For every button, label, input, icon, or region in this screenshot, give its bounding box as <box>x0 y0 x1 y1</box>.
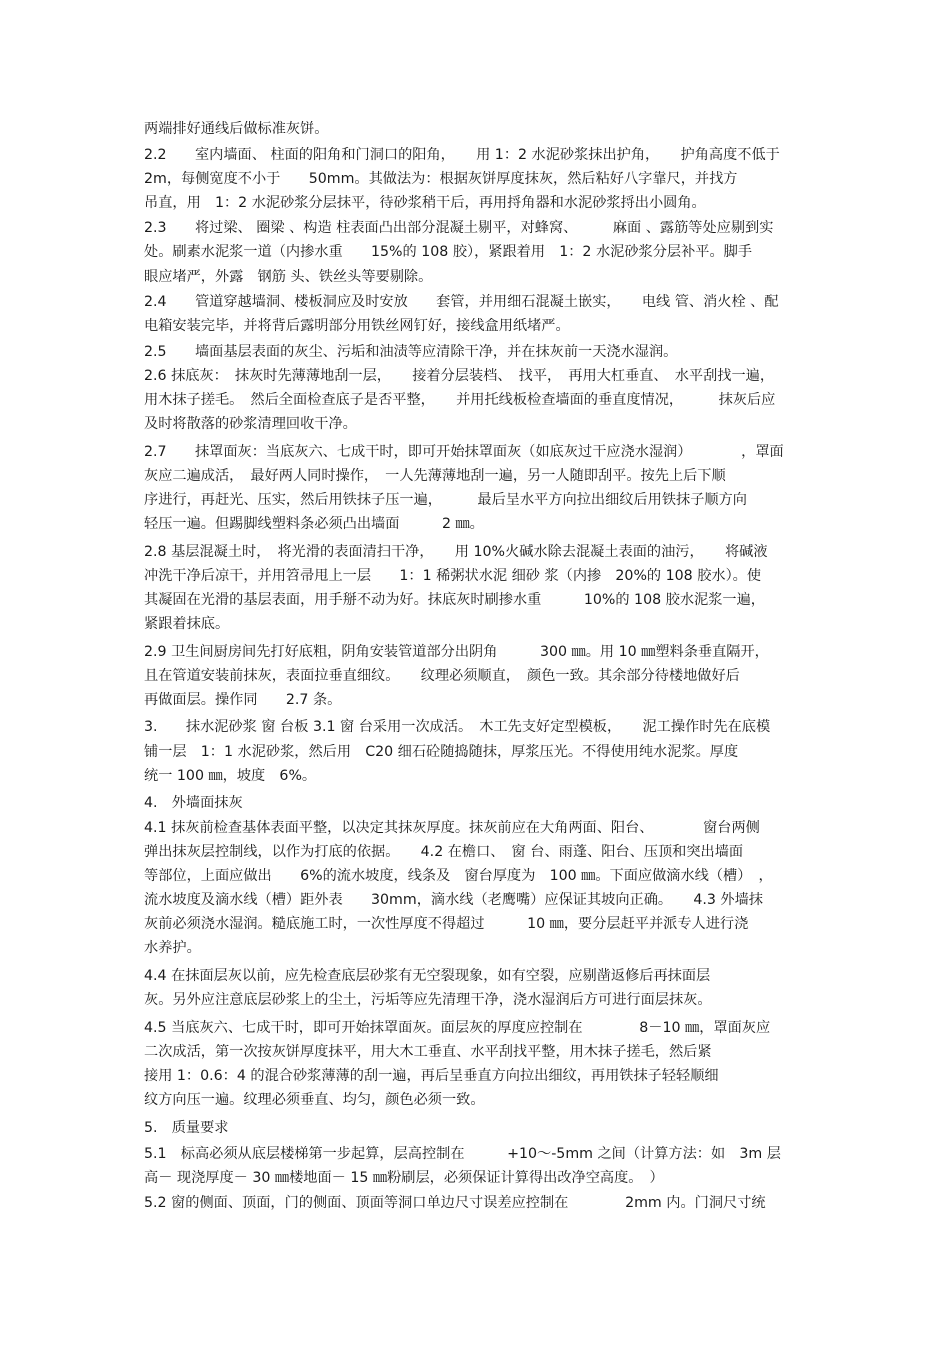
text-line: 2.4 管道穿越墙洞、楼板洞应及时安放 套管，并用细石混凝土嵌实， 电线 管、消火栓 、配 <box>144 294 779 310</box>
text-line: 4. 外墙面抹灰 <box>144 795 243 811</box>
text-line: 铺一层 1：1 水泥砂浆，然后用 C20 细石砼随捣随抹，厚浆压光。不得使用纯水泥浆。厚度 <box>144 744 739 760</box>
text-line: 2.2 室内墙面、 柱面的阳角和门洞口的阳角， 用 1：2 水泥砂浆抹出护角， 护角高度不低于 <box>144 147 780 163</box>
text-line: 2m，每侧宽度不小于 50mm。其做法为：根据灰饼厚度抹灰，然后粘好八字靠尺，并找方 <box>144 171 738 187</box>
text-line: 水养护。 <box>144 940 201 956</box>
text-line: 等部位，上面应做出 6%的流水坡度，线条及 窗台厚度为 100 ㎜。下面应做滴水线（槽） ， <box>144 868 773 884</box>
text-line: 接用 1：0.6：4 的混合砂浆薄薄的刮一遍，再后呈垂直方向拉出细纹，再用铁抹子轻轻顺细 <box>144 1068 719 1084</box>
text-line: 2.7 抹罩面灰：当底灰六、七成干时，即可开始抹罩面灰（如底灰过干应浇水湿润） ，罩面 <box>144 444 784 460</box>
text-line: 3. 抹水泥砂浆 窗 台板 3.1 窗 台采用一次成活。 木工先支好定型模板， 泥工操作时先在底模 <box>144 719 771 735</box>
text-line: 灰应二遍成活， 最好两人同时操作， 一人先薄薄地刮一遍，另一人随即刮平。按先上后下顺 <box>144 468 726 484</box>
text-line: 纹方向压一遍。纹理必须垂直、均匀，颜色必须一致。 <box>144 1092 485 1108</box>
text-line: 用木抹子搓毛。 然后全面检查底子是否平整， 并用托线板检查墙面的垂直度情况， 抹灰后应 <box>144 392 776 408</box>
text-line: 及时将散落的砂浆清理回收干净。 <box>144 416 357 432</box>
text-line: 2.8 基层混凝土时， 将光滑的表面清扫干净， 用 10%火碱水除去混凝土表面的油污， 将碱液 <box>144 544 768 560</box>
text-line: 2.5 墙面基层表面的灰尘、污垢和油渍等应清除干净，并在抹灰前一天浇水湿润。 <box>144 344 678 360</box>
text-line: 处。刷素水泥浆一道（内掺水重 15%的 108 胶），紧跟着用 1：2 水泥砂浆分层补平。脚手 <box>144 244 753 260</box>
text-line: 2.9 卫生间厨房间先打好底粗，阴角安装管道部分出阴角 300 ㎜。用 10 ㎜塑料条垂直隔开， <box>144 644 769 660</box>
text-line: 轻压一遍。但踢脚线塑料条必须凸出墙面 2 ㎜。 <box>144 516 484 532</box>
text-line: 序进行，再赶光、压实，然后用铁抹子压一遍， 最后呈水平方向拉出细纹后用铁抹子顺方向 <box>144 492 747 508</box>
text-line: 眼应堵严，外露 钢筋 头、铁丝头等要剔除。 <box>144 269 433 285</box>
text-line: 吊直，用 1：2 水泥砂浆分层抹平，待砂浆稍干后，再用捋角器和水泥砂浆捋出小圆角。 <box>144 195 706 211</box>
text-line: 电箱安装完毕，并将背后露明部分用铁丝网钉好，接线盒用纸堵严。 <box>144 318 570 334</box>
text-line: 高－ 现浇厚度－ 30 ㎜楼地面－ 15 ㎜粉刷层，必须保证计算得出改净空高度。 ） <box>144 1170 664 1186</box>
text-line: 两端排好通线后做标准灰饼。 <box>144 121 329 137</box>
text-line: 其凝固在光滑的基层表面，用手掰不动为好。抹底灰时刷掺水重 10%的 108 胶水泥浆一遍， <box>144 592 765 608</box>
text-line: 5.1 标高必须从底层楼梯第一步起算，层高控制在 +10～-5mm 之间（计算方法：如 3m 层 <box>144 1146 781 1162</box>
text-line: 灰。另外应注意底层砂浆上的尘土，污垢等应先清理干净，浇水湿润后方可进行面层抹灰。 <box>144 992 712 1008</box>
text-line: 弹出抹灰层控制线，以作为打底的依据。 4.2 在檐口、 窗 台、雨蓬、阳台、压顶和突出墙面 <box>144 844 744 860</box>
text-line: 2.3 将过梁、 圈梁 、构造 柱表面凸出部分混凝土剔平，对蜂窝、 麻面 、露筋等处应剔到实 <box>144 220 774 236</box>
text-line: 再做面层。操作同 2.7 条。 <box>144 692 342 708</box>
text-line: 且在管道安装前抹灰，表面拉垂直细纹。 纹理必须顺直， 颜色一致。其余部分待楼地做好后 <box>144 668 740 684</box>
text-line: 流水坡度及滴水线（槽）距外表 30mm，滴水线（老鹰嘴）应保证其坡向正确。 4.3 外墙抹 <box>144 892 763 908</box>
text-line: 5.2 窗的侧面、顶面，门的侧面、顶面等洞口单边尺寸误差应控制在 2mm 内。门洞尺寸统 <box>144 1195 766 1211</box>
text-line: 紧跟着抹底。 <box>144 616 230 632</box>
text-line: 4.4 在抹面层灰以前，应先检查底层砂浆有无空裂现象，如有空裂，应剔凿返修后再抹面层 <box>144 968 711 984</box>
text-line: 统一 100 ㎜，坡度 6%。 <box>144 768 317 784</box>
text-line: 5. 质量要求 <box>144 1120 229 1136</box>
text-line: 二次成活，第一次按灰饼厚度抹平，用大木工垂直、水平刮找平整，用木抹子搓毛，然后紧 <box>144 1044 712 1060</box>
text-line: 4.5 当底灰六、七成干时，即可开始抹罩面灰。面层灰的厚度应控制在 8－10 ㎜，罩面灰应 <box>144 1020 771 1036</box>
text-line: 灰前必须浇水湿润。糙底施工时，一次性厚度不得超过 10 ㎜，要分层赶平并派专人进行浇 <box>144 916 749 932</box>
text-line: 4.1 抹灰前检查基体表面平整，以决定其抹灰厚度。抹灰前应在大角两面、阳台、 窗台两侧 <box>144 820 760 836</box>
text-line: 2.6 抹底灰： 抹灰时先薄薄地刮一层， 接着分层装档、 找平， 再用大杠垂直、 水平刮找一遍， <box>144 368 775 384</box>
text-line: 冲洗干净后凉干，并用笤帚甩上一层 1：1 稀粥状水泥 细砂 浆（内掺 20%的 108 胶水）。使 <box>144 568 762 584</box>
